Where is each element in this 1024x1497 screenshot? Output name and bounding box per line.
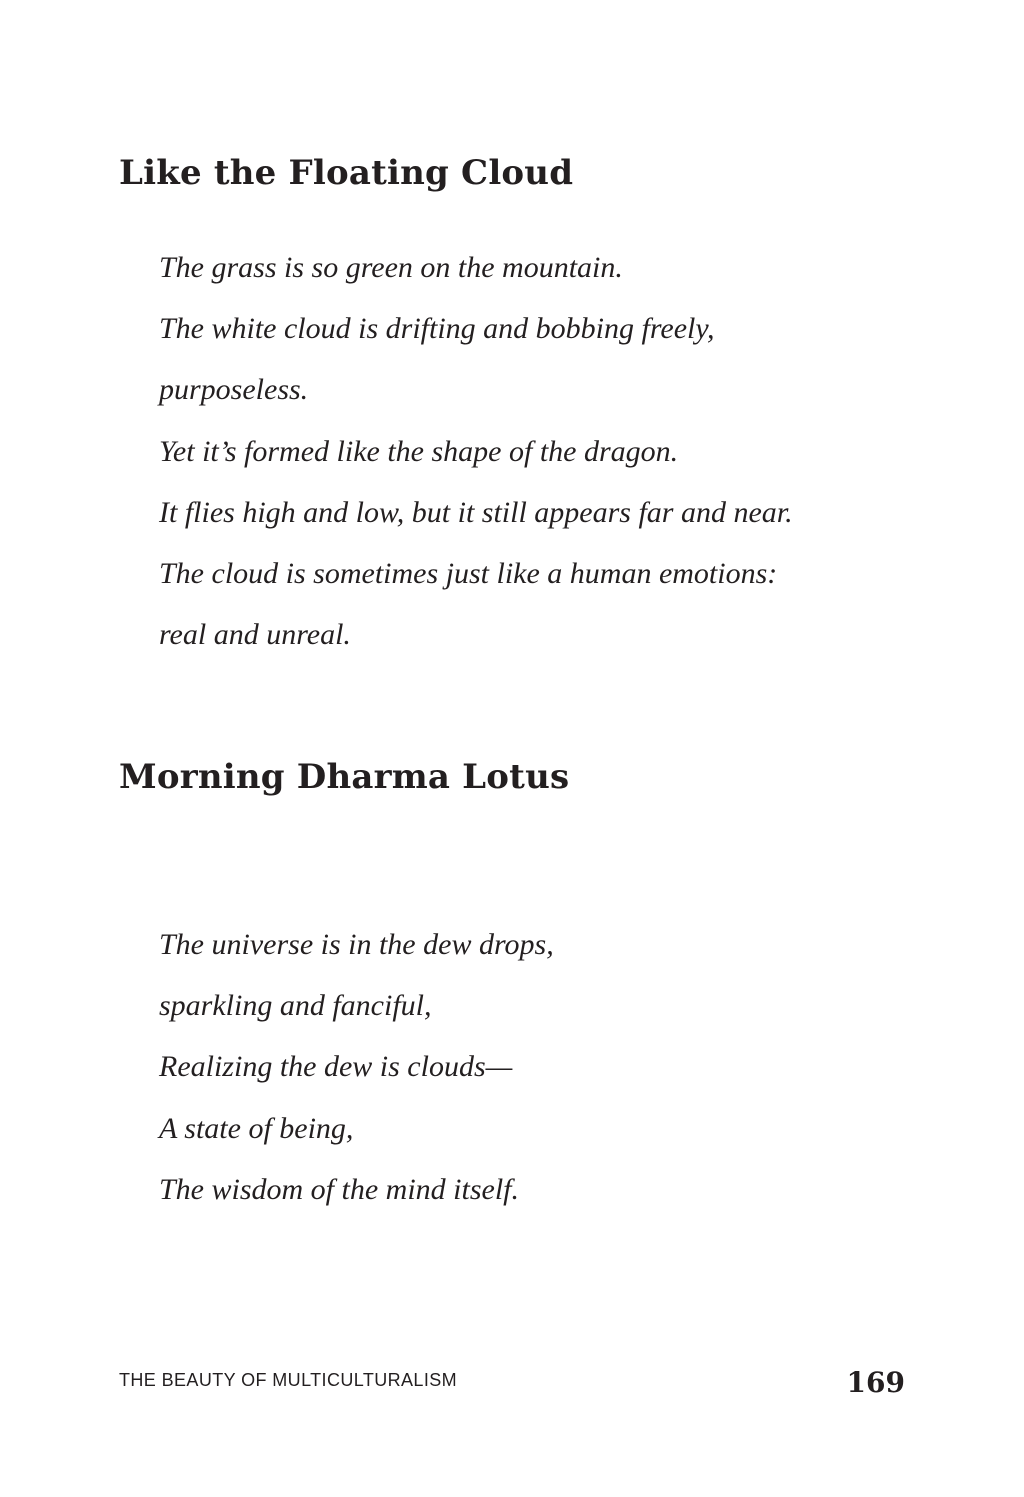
poem-body: [159, 237, 793, 665]
poem-line: The wisdom of the mind itself.: [159, 1172, 519, 1206]
page-footer: [119, 1368, 905, 1398]
poem-line: The grass is so green on the mountain.: [159, 251, 623, 284]
poem-line: purposeless.: [159, 373, 309, 407]
poem-line: real and unreal.: [159, 618, 351, 652]
poem-title: Like the Floating Cloud: [119, 153, 574, 193]
poem-line: The white cloud is drifting and bobbing freely,: [159, 312, 715, 346]
poem-line: The universe is in the dew drops,: [159, 928, 554, 961]
running-title: THE BEAUTY OF MULTICULTURALISM: [119, 1370, 458, 1390]
poem-line: A state of being,: [159, 1111, 354, 1145]
poem-line: It flies high and low, but it still appears far and near.: [159, 495, 793, 529]
poem-line: Yet it’s formed like the shape of the dragon.: [159, 434, 679, 468]
poem-body: [159, 914, 554, 1220]
poem-title: Morning Dharma Lotus: [119, 757, 570, 797]
page-number: 169: [846, 1366, 905, 1399]
poem-line: sparkling and fanciful,: [159, 989, 432, 1023]
poem-line: The cloud is sometimes just like a human emotions:: [159, 556, 778, 590]
poem-line: Realizing the dew is clouds—: [159, 1050, 513, 1084]
